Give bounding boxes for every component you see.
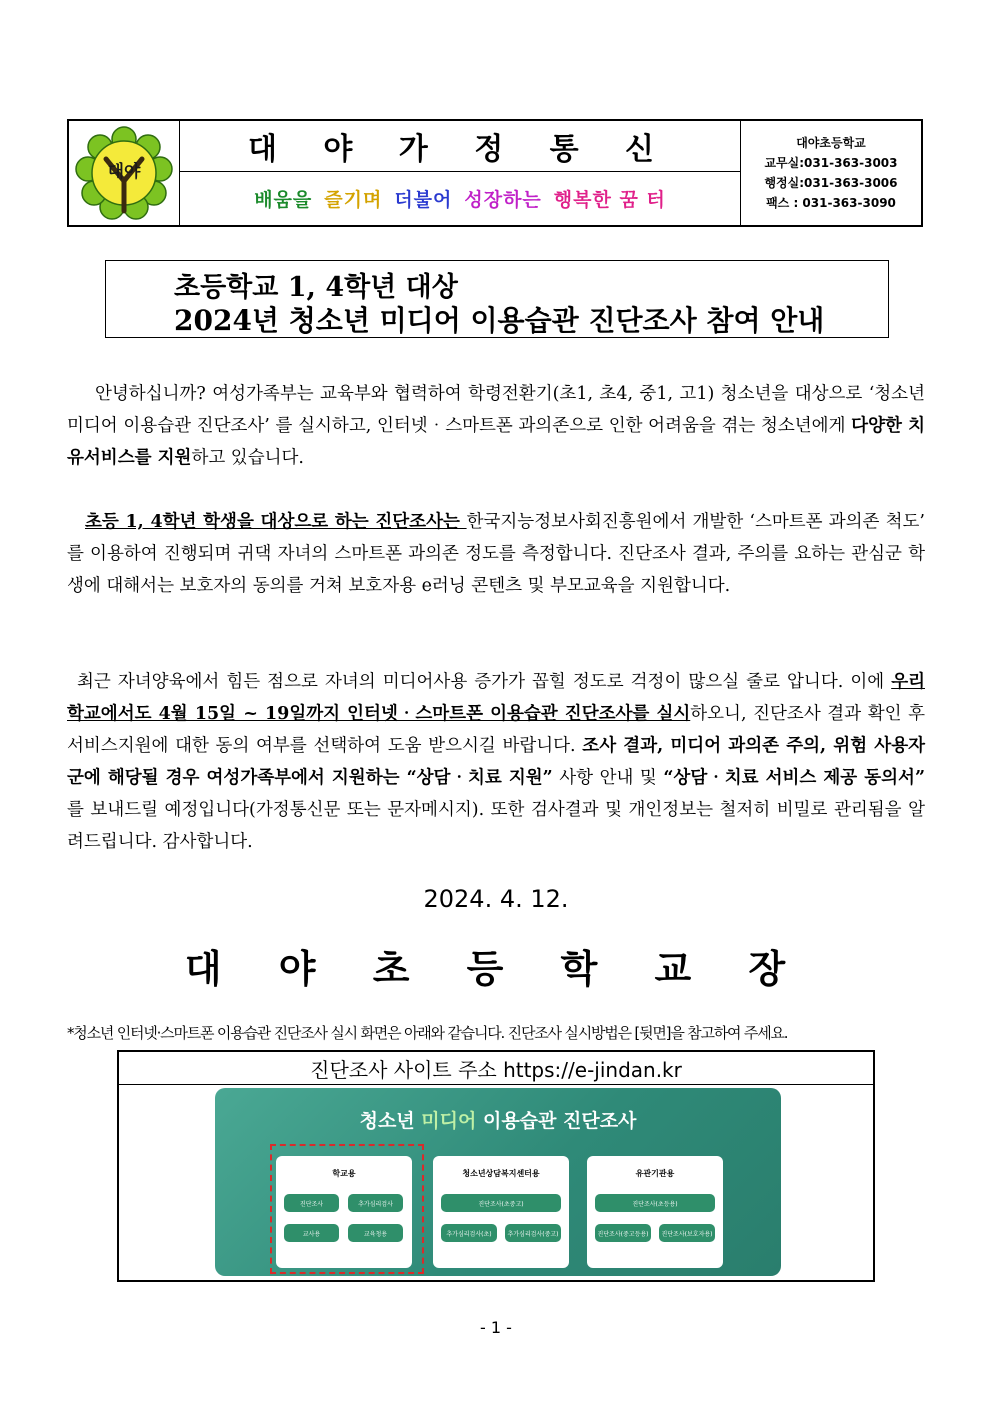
education-office-button[interactable]: 교육청용: [348, 1224, 403, 1242]
text-span: 이용습관 진단조사: [476, 1110, 637, 1132]
card-label: 청소년상담복지센터용: [462, 1169, 540, 1178]
text-span: 사항 안내 및: [552, 768, 664, 788]
emphasis-text: “상담‧치료 서비스 제공 동의서”: [663, 768, 926, 788]
survey-middle-high-button[interactable]: 진단조사(중고등용): [595, 1224, 651, 1242]
slogan-word: 즐기며: [324, 189, 383, 211]
card-label: 유관기관용: [635, 1169, 675, 1178]
text-span: 하오니, 진단조사 결과 확인 후 서비스지원에 대한 동의 여부를 선택하여 도움 받으시길 바랍니다.: [67, 704, 925, 756]
text-span: 한국지능정보사회진흥원에서 개발한 ‘스마트폰 과의존 척도’ 를 이용하여 진행되며 귀댁 자녀의 스마트폰 과의존 정도를 측정합니다. 진단조사 결과, 주의를 요하는 관심군 학생에 대해서는 보호자의 동의를 거쳐 보호자용 e러닝 콘텐츠 및 부모교육을 지원합니다.: [67, 512, 925, 596]
school-slogan: [180, 172, 740, 225]
related-agency-card: [587, 1156, 723, 1268]
newsletter-header: [67, 119, 923, 227]
slogan-word: 행복한 꿈 터: [553, 189, 666, 211]
school-logo: [69, 121, 180, 225]
school-emblem-icon: [74, 125, 174, 221]
extra-test-button[interactable]: 추가심리검사: [348, 1194, 403, 1212]
emphasis-text: 조사 결과, 미디어 과의존 주의, 위험 사용자군에 해당될 경우 여성가족부에서 지원하는 “상담‧치료 지원”: [67, 736, 926, 788]
issue-date: 2024. 4. 12.: [423, 885, 569, 913]
svg-text:대야: 대야: [107, 162, 141, 182]
notice-title-box: [105, 260, 889, 338]
notice-subtitle: 초등학교 1, 4학년 대상: [174, 272, 458, 303]
fax-number: 팩스 : 031-363-3090: [766, 196, 896, 210]
text-span: 최근 자녀양육에서 힘든 점으로 자녀의 미디어사용 증가가 꼽힐 정도로 걱정이 많으실 줄로 압니다. 이에: [77, 672, 892, 692]
slogan-word: 더불어: [394, 189, 453, 211]
emphasis-text: 우리 학교에서도 4월 15일 ~ 19일까지 인터넷‧스마트폰 이용습관 진단조사를 실시: [67, 672, 925, 724]
text-span: 청소년: [359, 1110, 422, 1132]
survey-paragraph: [67, 506, 925, 602]
newsletter-title: 대 야 가 정 통 신: [180, 121, 740, 172]
survey-button[interactable]: 진단조사(초중고): [441, 1194, 561, 1212]
academic-office-phone: 교무실:031-363-3003: [764, 156, 898, 170]
survey-button[interactable]: 진단조사: [284, 1194, 339, 1212]
extra-test-middle-high-button[interactable]: 추가심리검사(중고): [505, 1224, 561, 1242]
intro-paragraph: [67, 378, 925, 474]
slogan-word: 성장하는: [464, 189, 542, 211]
screenshot-title: [215, 1106, 781, 1133]
survey-guardian-button[interactable]: 진단조사(보호자용): [659, 1224, 715, 1242]
admin-office-phone: 행정실:031-363-3006: [764, 176, 898, 190]
extra-test-elementary-button[interactable]: 추가심리검사(초): [441, 1224, 497, 1242]
site-info-box: [117, 1050, 875, 1282]
counseling-center-card: [433, 1156, 569, 1268]
text-span: 하고 있습니다.: [191, 448, 304, 468]
principal-signature: 대 야 초 등 학 교 장: [184, 946, 808, 991]
site-screenshot: [215, 1088, 781, 1276]
highlight-box: [270, 1144, 424, 1274]
survey-elementary-button[interactable]: 진단조사(초등용): [595, 1194, 715, 1212]
site-address: 진단조사 사이트 주소 https://e-jindan.kr: [119, 1052, 873, 1085]
school-name: 대야초등학교: [796, 136, 866, 150]
emphasis-text: 초등 1, 4학년 학생을 대상으로 하는 진단조사는: [85, 512, 467, 532]
text-span: 를 보내드릴 예정입니다(가정통신문 또는 문자메시지). 또한 검사결과 및 개인정보는 철저히 비밀로 관리됨을 알려드립니다. 감사합니다.: [67, 800, 925, 852]
emphasis-text: 다양한 치유서비스를 지원: [67, 416, 925, 468]
school-contact: [741, 121, 921, 225]
notice-title: 2024년 청소년 미디어 이용습관 진단조사 참여 안내: [174, 304, 825, 337]
slogan-word: 배움을: [254, 189, 313, 211]
text-span: 안녕하십니까? 여성가족부는 교육부와 협력하여 학령전환기(초1, 초4, 중1, 고1) 청소년을 대상으로 ‘청소년 미디어 이용습관 진단조사’ 를 실시하고, 인터넷‧스마트폰 과의존으로 인한 어려움을 겪는 청소년에게: [67, 384, 925, 436]
teacher-button[interactable]: 교사용: [284, 1224, 339, 1242]
text-span: 미디어: [421, 1110, 477, 1132]
schedule-paragraph: [67, 666, 925, 858]
screen-note: *청소년 인터넷‧스마트폰 이용습관 진단조사 실시 화면은 아래와 같습니다. 진단조사 실시방법은 [뒷면]을 참고하여 주세요.: [67, 1024, 788, 1042]
card-label: 학교용: [332, 1169, 356, 1178]
page-number: - 1 -: [480, 1318, 512, 1337]
